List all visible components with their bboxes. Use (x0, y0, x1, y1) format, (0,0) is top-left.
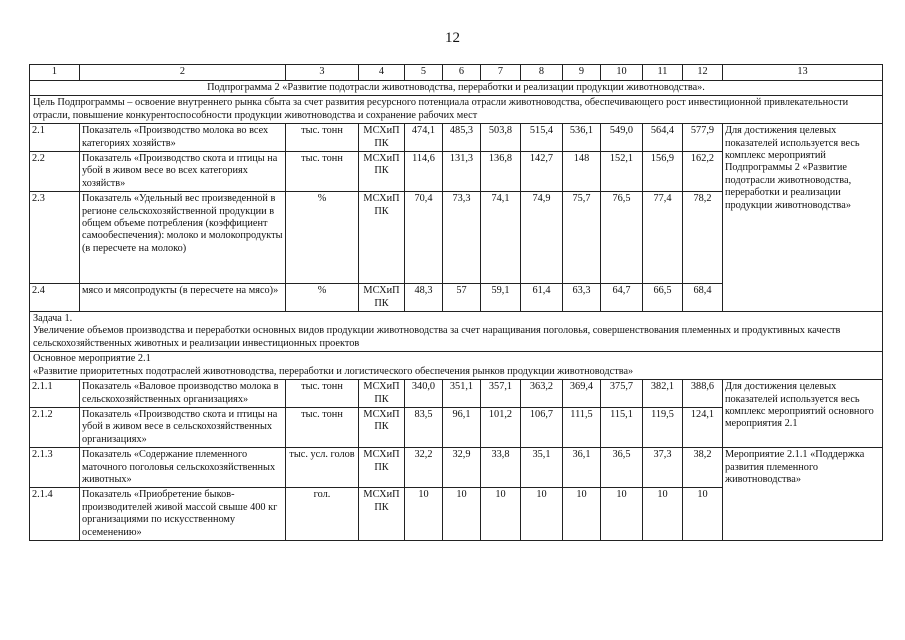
executor-cell: МСХиП ПК (359, 448, 405, 488)
row-number: 2.1 (30, 124, 80, 152)
value-cell: 32,9 (443, 448, 481, 488)
task-title: Задача 1. (33, 313, 73, 325)
value-cell: 48,3 (405, 284, 443, 312)
value-cell: 64,7 (601, 284, 643, 312)
value-cell: 375,7 (601, 380, 643, 408)
header-cell: 8 (521, 65, 563, 81)
header-cell: 3 (286, 65, 359, 81)
table-row (30, 380, 883, 408)
value-cell: 124,1 (683, 407, 723, 447)
value-cell: 10 (405, 488, 443, 541)
row-number: 2.4 (30, 284, 80, 312)
value-cell: 36,5 (601, 448, 643, 488)
value-cell: 10 (521, 488, 563, 541)
indicator-name: Показатель «Содержание племенного маточного поголовья сельскохозяйственных животных» (80, 448, 286, 488)
value-cell: 136,8 (481, 152, 521, 192)
unit-cell: тыс. усл. голов (286, 448, 359, 488)
task-text: Увеличение объемов производства и переработки основных видов продукции животноводства за счет наращивания поголовья, совершенствования племенных и продуктивных качеств сельскохозяйственных животных и реализации инвестиционных проектов (33, 325, 841, 349)
value-cell: 162,2 (683, 152, 723, 192)
value-cell: 33,8 (481, 448, 521, 488)
header-cell: 13 (723, 65, 883, 81)
value-cell: 10 (443, 488, 481, 541)
header-cell: 2 (80, 65, 286, 81)
page-number: 12 (445, 30, 460, 46)
table-row (30, 124, 883, 152)
section-row (30, 352, 883, 380)
unit-cell: % (286, 284, 359, 312)
subprogram-title: Подпрограмма 2 «Развитие подотрасли животноводства, переработки и реализации продукции животноводства». (30, 81, 883, 96)
value-cell: 37,3 (643, 448, 683, 488)
value-cell: 10 (563, 488, 601, 541)
value-cell: 68,4 (683, 284, 723, 312)
value-cell: 363,2 (521, 380, 563, 408)
value-cell: 485,3 (443, 124, 481, 152)
executor-cell: МСХиП ПК (359, 192, 405, 284)
indicator-name: Показатель «Производство скота и птицы на убой в живом весе в сельскохозяйственных организациях» (80, 407, 286, 447)
value-cell: 78,2 (683, 192, 723, 284)
value-cell: 36,1 (563, 448, 601, 488)
unit-cell: % (286, 192, 359, 284)
executor-cell: МСХиП ПК (359, 380, 405, 408)
value-cell: 74,9 (521, 192, 563, 284)
value-cell: 96,1 (443, 407, 481, 447)
row-number: 2.1.3 (30, 448, 80, 488)
row-number: 2.1.2 (30, 407, 80, 447)
unit-cell: гол. (286, 488, 359, 541)
value-cell: 38,2 (683, 448, 723, 488)
note-cell: Для достижения целевых показателей используется весь комплекс мероприятий основного мероприятия 2.1 (723, 380, 883, 448)
subprogram-goal: Цель Подпрограммы – освоение внутреннего рынка сбыта за счет развития ресурсного потенциала отрасли животноводства, обеспечивающего рост инвестиционной привлекательности отрасли, повышение конкурентоспособности продукции животноводства и сохранение рабочих мест (30, 96, 883, 124)
value-cell: 131,3 (443, 152, 481, 192)
indicator-name: Показатель «Производство молока во всех категориях хозяйств» (80, 124, 286, 152)
value-cell: 515,4 (521, 124, 563, 152)
unit-cell: тыс. тонн (286, 152, 359, 192)
task-block (30, 312, 883, 352)
value-cell: 66,5 (643, 284, 683, 312)
table-row (30, 448, 883, 488)
value-cell: 57 (443, 284, 481, 312)
value-cell: 106,7 (521, 407, 563, 447)
value-cell: 111,5 (563, 407, 601, 447)
header-cell: 10 (601, 65, 643, 81)
indicator-name: Показатель «Производство скота и птицы на убой в живом весе во всех категориях хозяйств» (80, 152, 286, 192)
header-cell: 4 (359, 65, 405, 81)
header-cell: 7 (481, 65, 521, 81)
value-cell: 549,0 (601, 124, 643, 152)
unit-cell: тыс. тонн (286, 407, 359, 447)
indicators-table (29, 64, 883, 541)
unit-cell: тыс. тонн (286, 124, 359, 152)
value-cell: 382,1 (643, 380, 683, 408)
value-cell: 70,4 (405, 192, 443, 284)
value-cell: 369,4 (563, 380, 601, 408)
value-cell: 10 (683, 488, 723, 541)
value-cell: 340,0 (405, 380, 443, 408)
activity-text: «Развитие приоритетных подотраслей животноводства, переработки и логистического обеспечения рынков продукции животноводства» (33, 365, 634, 377)
value-cell: 474,1 (405, 124, 443, 152)
activity-title: Основное мероприятие 2.1 (33, 353, 151, 365)
value-cell: 35,1 (521, 448, 563, 488)
indicator-name: мясо и мясопродукты (в пересчете на мясо)» (80, 284, 286, 312)
indicator-name: Показатель «Удельный вес произведенной в регионе сельскохозяйственной продукции в общем объеме потребления (коэффициент самообеспечения): молоко и молокопродукты (в пересчете на молоко) (80, 192, 286, 284)
note-cell: Мероприятие 2.1.1 «Поддержка развития племенного животноводства» (723, 448, 883, 541)
value-cell: 152,1 (601, 152, 643, 192)
value-cell: 351,1 (443, 380, 481, 408)
value-cell: 148 (563, 152, 601, 192)
value-cell: 61,4 (521, 284, 563, 312)
value-cell: 32,2 (405, 448, 443, 488)
value-cell: 115,1 (601, 407, 643, 447)
header-cell: 6 (443, 65, 481, 81)
header-row (30, 65, 883, 81)
value-cell: 564,4 (643, 124, 683, 152)
row-number: 2.2 (30, 152, 80, 192)
executor-cell: МСХиП ПК (359, 124, 405, 152)
value-cell: 503,8 (481, 124, 521, 152)
value-cell: 76,5 (601, 192, 643, 284)
value-cell: 83,5 (405, 407, 443, 447)
value-cell: 114,6 (405, 152, 443, 192)
value-cell: 63,3 (563, 284, 601, 312)
value-cell: 73,3 (443, 192, 481, 284)
header-cell: 9 (563, 65, 601, 81)
value-cell: 74,1 (481, 192, 521, 284)
value-cell: 75,7 (563, 192, 601, 284)
value-cell: 101,2 (481, 407, 521, 447)
value-cell: 357,1 (481, 380, 521, 408)
value-cell: 536,1 (563, 124, 601, 152)
section-row (30, 312, 883, 352)
header-cell: 1 (30, 65, 80, 81)
row-number: 2.3 (30, 192, 80, 284)
value-cell: 77,4 (643, 192, 683, 284)
value-cell: 156,9 (643, 152, 683, 192)
row-number: 2.1.4 (30, 488, 80, 541)
executor-cell: МСХиП ПК (359, 407, 405, 447)
indicator-name: Показатель «Валовое производство молока в сельскохозяйственных организациях» (80, 380, 286, 408)
value-cell: 142,7 (521, 152, 563, 192)
header-cell: 12 (683, 65, 723, 81)
header-cell: 11 (643, 65, 683, 81)
value-cell: 119,5 (643, 407, 683, 447)
row-number: 2.1.1 (30, 380, 80, 408)
unit-cell: тыс. тонн (286, 380, 359, 408)
value-cell: 388,6 (683, 380, 723, 408)
value-cell: 10 (481, 488, 521, 541)
executor-cell: МСХиП ПК (359, 284, 405, 312)
executor-cell: МСХиП ПК (359, 152, 405, 192)
header-cell: 5 (405, 65, 443, 81)
value-cell: 10 (643, 488, 683, 541)
indicator-name: Показатель «Приобретение быков-производителей живой массой свыше 400 кг организациями по искусственному осеменению» (80, 488, 286, 541)
value-cell: 577,9 (683, 124, 723, 152)
activity-block (30, 352, 883, 380)
value-cell: 10 (601, 488, 643, 541)
note-cell: Для достижения целевых показателей используется весь комплекс мероприятий Подпрограммы 2 «Развитие подотрасли животноводства, переработки и реализации продукции животноводства» (723, 124, 883, 312)
executor-cell: МСХиП ПК (359, 488, 405, 541)
value-cell: 59,1 (481, 284, 521, 312)
